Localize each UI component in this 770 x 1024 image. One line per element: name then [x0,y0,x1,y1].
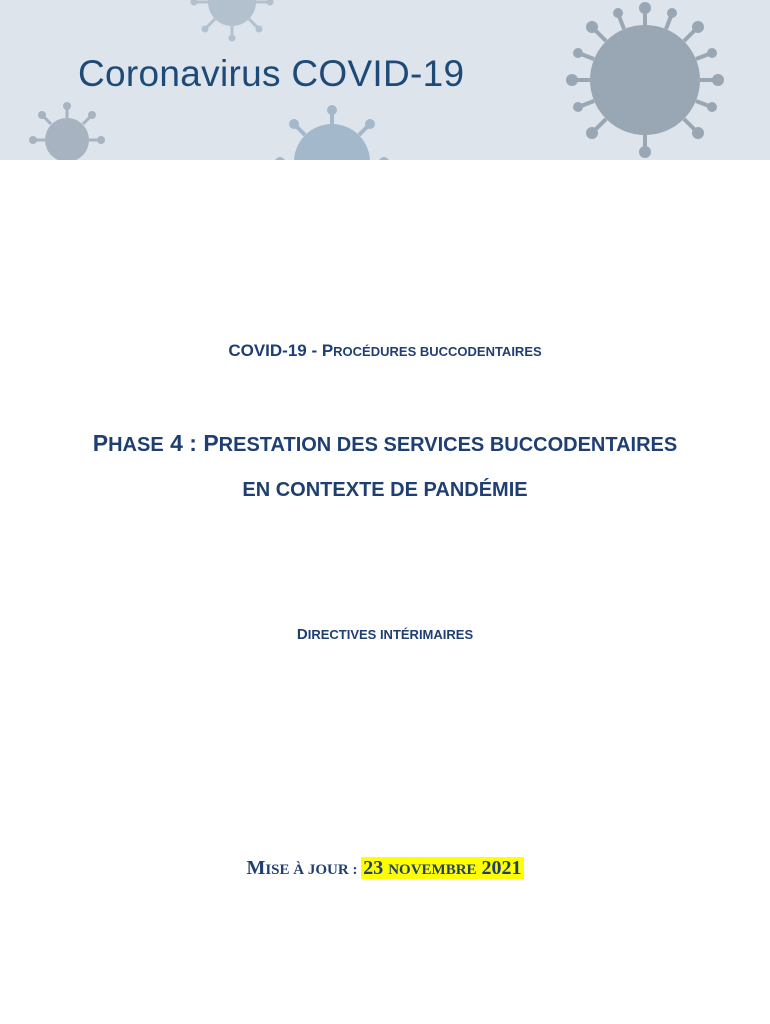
virus-particle-icon [191,0,274,42]
prestation-initial: P [203,430,219,456]
phase-number: 4 : [163,430,204,456]
phase-context: EN CONTEXTE DE PANDÉMIE [242,479,528,501]
update-month: NOVEMBRE [388,862,477,878]
banner-title: Coronavirus COVID-19 [78,53,465,94]
header-banner [0,0,770,160]
update-label-rest: ISE À JOUR : [265,862,362,878]
directives-heading [0,626,770,643]
virus-particle-icon [566,2,724,158]
phase-title-line-1 [0,430,770,457]
update-date-highlight [361,857,523,879]
directives-rest: IRECTIVES INTÉRIMAIRES [307,627,474,642]
virus-particle-icon [275,105,389,160]
series-title-prefix: COVID-19 - P [228,341,334,360]
prestation-rest: RESTATION DES SERVICES BUCCODENTAIRES [218,434,678,456]
update-day: 23 [363,857,389,879]
update-initial: M [246,857,266,879]
update-year: 2021 [476,857,522,879]
phase-word-rest: HASE [108,434,164,456]
document-series-title [0,341,770,361]
series-title-rest: ROCÉDURES BUCCODENTAIRES [333,344,542,359]
directives-initial: D [296,626,308,643]
update-date-line [0,857,770,880]
virus-particle-icon [29,102,105,160]
phase-title-line-2 [0,475,770,502]
phase-initial: P [92,430,109,456]
